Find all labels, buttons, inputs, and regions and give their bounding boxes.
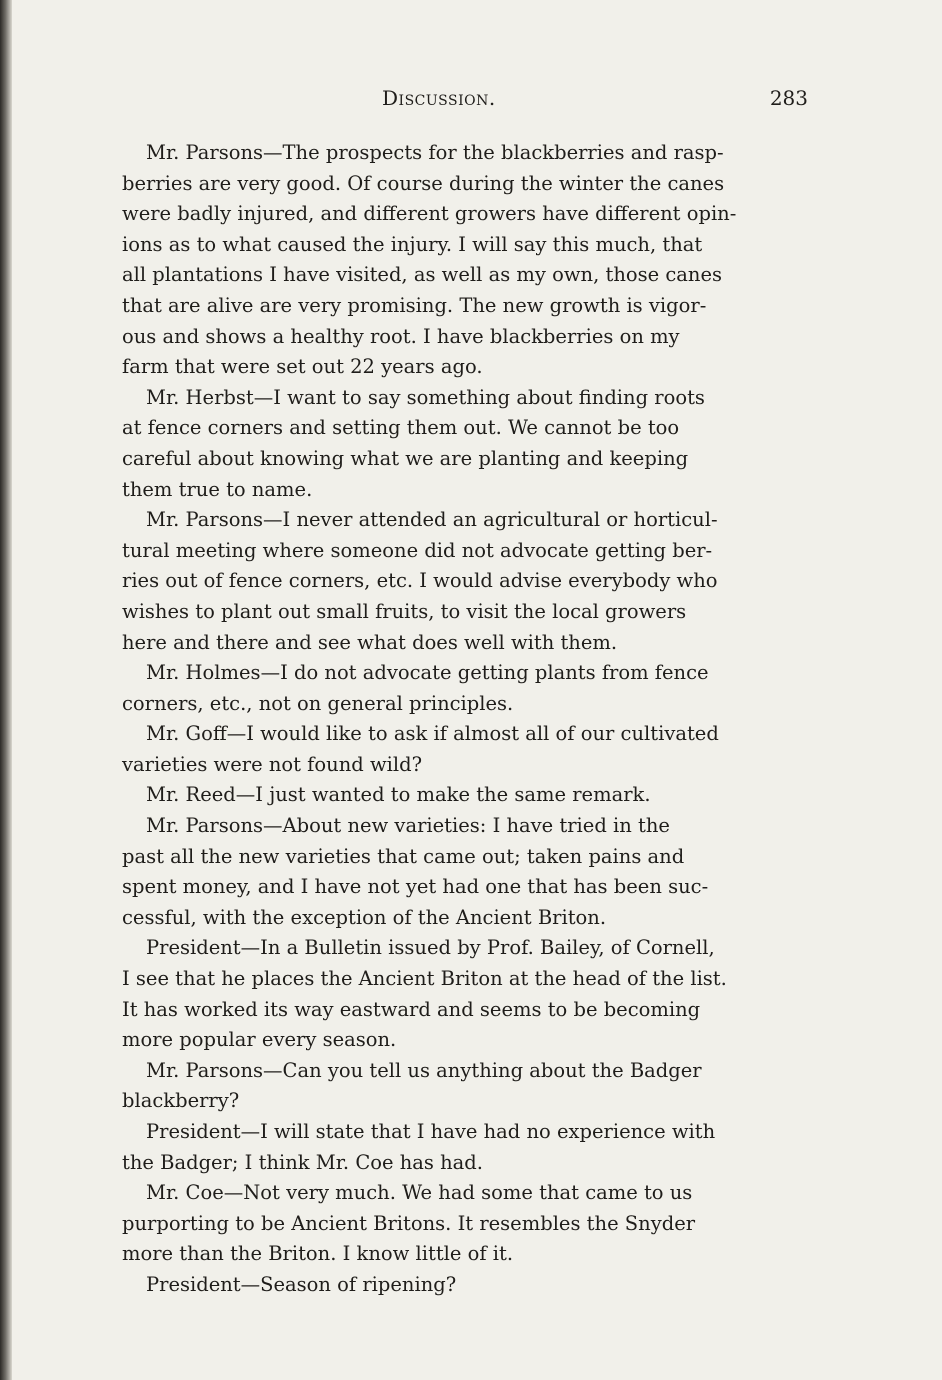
paragraph-goff: Mr. Goff—I would like to ask if almost all of our cultivated varieties were not found wild? — [122, 722, 719, 776]
paragraph-reed: Mr. Reed—I just wanted to make the same remark. — [146, 783, 651, 807]
paragraph-holmes: Mr. Holmes—I do not advocate getting plants from fence corners, etc., not on general principles. — [122, 661, 709, 715]
page-binding-edge — [0, 0, 12, 1380]
body-text — [122, 138, 812, 1301]
paragraph-parsons-new-varieties: Mr. Parsons—About new varieties: I have tried in the past all the new varieties that came out; taken pains and spent money, and I have not yet had one that has been suc- cessful, with the exception of the Ancient Briton. — [122, 814, 709, 929]
paragraph-president-season: President—Season of ripening? — [146, 1272, 457, 1296]
paragraph-president-bulletin: President—In a Bulletin issued by Prof. Bailey, of Cornell, I see that he places the Ancient Briton at the head of the list. It has worked its way eastward and seems to be becoming more popular every season. — [122, 936, 727, 1052]
paragraph-parsons-badger: Mr. Parsons—Can you tell us anything about the Badger blackberry? — [122, 1058, 702, 1113]
paragraph-parsons-prospects: Mr. Parsons—The prospects for the blackberries and rasp- berries are very good. Of course during the winter the canes were badly injured, and different growers have different opin- ions as to what caused the injury. I will say this much, that all plantations I have visited, as well as my own, those canes that are alive are very promising. The new growth is vigor- ous and shows a healthy root. I have blackberries on my farm that were set out 22 years ago. — [122, 141, 737, 379]
paragraph-herbst-roots: Mr. Herbst—I want to say something about finding roots at fence corners and setting them out. We cannot be too careful about knowing what we are planting and keeping them true to name. — [122, 385, 705, 501]
page-number: 283 — [769, 86, 808, 110]
paragraph-president-badger: President—I will state that I have had no experience with the Badger; I think Mr. Coe has had. — [122, 1120, 716, 1174]
header-title: Discussion. — [382, 86, 496, 110]
running-header — [120, 86, 808, 116]
paragraph-parsons-meetings: Mr. Parsons—I never attended an agricultural or horticul- tural meeting where someone did not advocate getting ber- ries out of fence corners, etc. I would advise everybody who wishes to plant out small fruits, to visit the local growers here and there and see what does well with them. — [122, 508, 718, 654]
paragraph-coe: Mr. Coe—Not very much. We had some that came to us purporting to be Ancient Britons. It resembles the Snyder more than the Briton. I know little of it. — [122, 1181, 696, 1266]
